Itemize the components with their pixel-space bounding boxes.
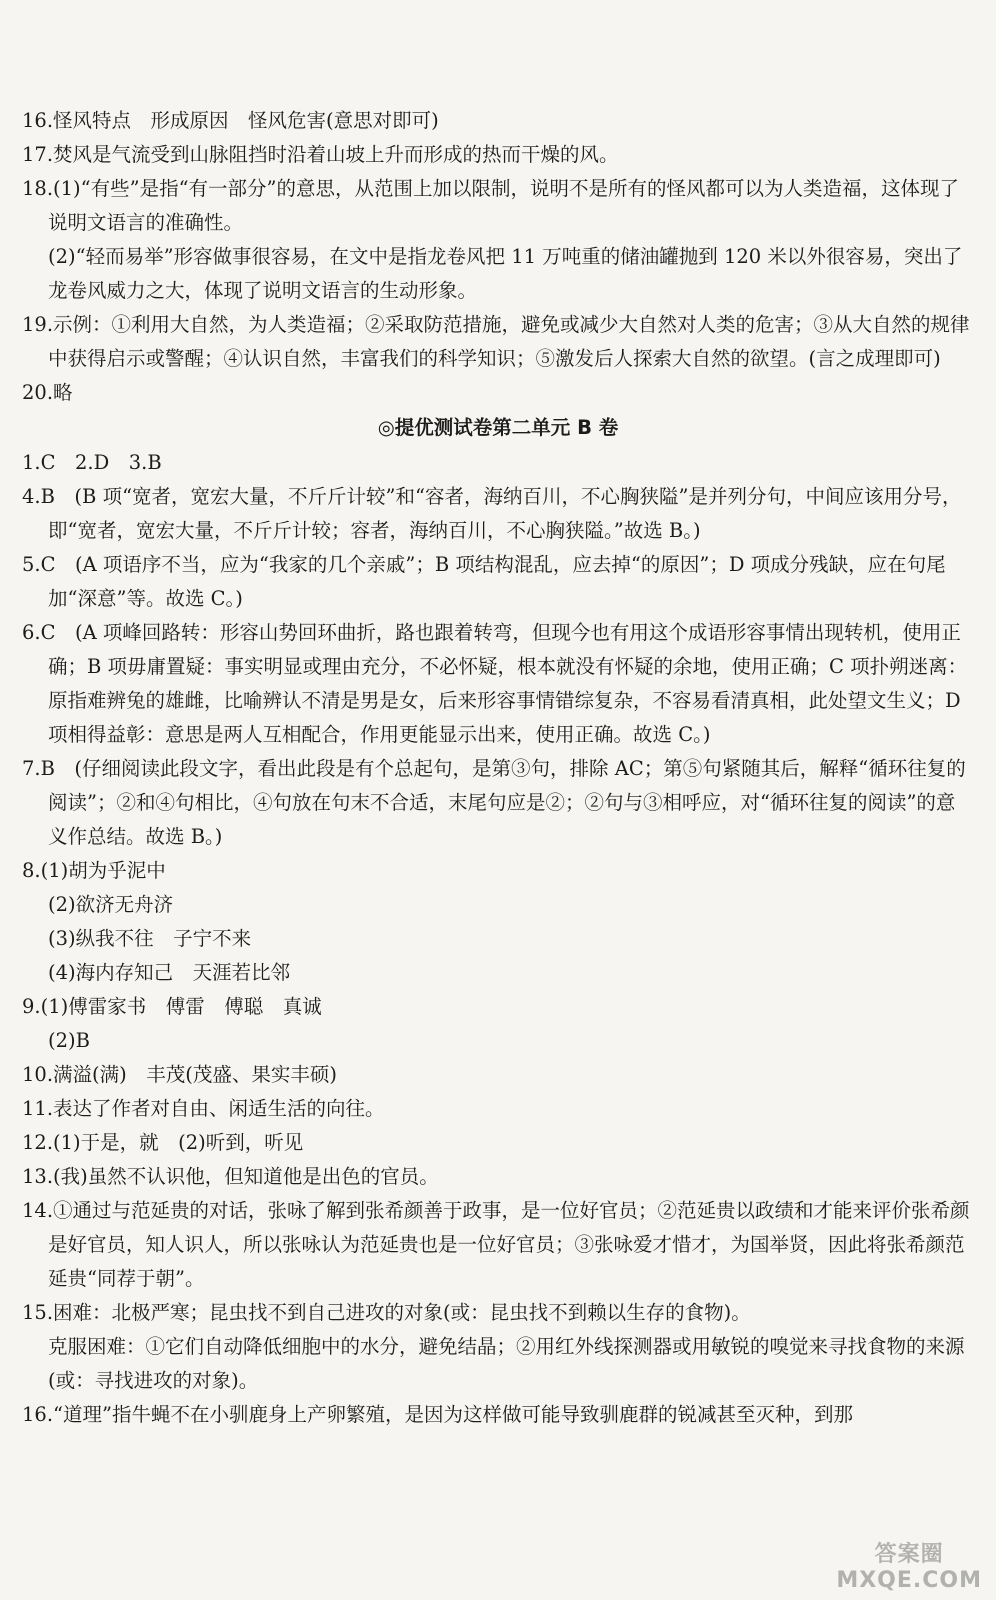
answer-line: 克服困难：①它们自动降低细胞中的水分，避免结晶；②用红外线探测器或用敏锐的嗅觉来寻找食物的来源(或：寻找进攻的对象)。 <box>48 1335 965 1392</box>
watermark: 答案圈 MXQE.COM <box>836 1542 982 1593</box>
answer-page <box>22 104 974 1432</box>
section-heading: ◎提优测试卷第二单元 B 卷 <box>377 416 619 439</box>
answer-line: 15.困难：北极严寒；昆虫找不到自己进攻的对象(或：昆虫找不到赖以生存的食物)。 <box>22 1301 751 1324</box>
answer-line: 1.C 2.D 3.B <box>22 451 162 474</box>
answer-line: (2)欲济无舟济 <box>48 893 174 916</box>
answer-line: 10.满溢(满) 丰茂(茂盛、果实丰硕) <box>22 1063 337 1086</box>
answer-line: 19.示例：①利用大自然，为人类造福；②采取防范措施，避免或减少大自然对人类的危害；③从大自然的规律中获得启示或警醒；④认识自然，丰富我们的科学知识；⑤激发后人探索大自然的欲望。(言之成理即可) <box>22 313 970 370</box>
answer-line: 6.C (A 项峰回路转：形容山势回环曲折，路也跟着转弯，但现今也有用这个成语形容事情出现转机，使用正确；B 项毋庸置疑：事实明显或理由充分，不必怀疑，根本就没有怀疑的余地，使用正确；C 项扑朔迷离：原指难辨兔的雄雌，比喻辨认不清是男是女，后来形容事情错综复杂，不容易看清真相，此处望文生义；D 项相得益彰：意思是两人互相配合，作用更能显示出来，使用正确。故选 C。) <box>22 621 968 746</box>
answer-line: 7.B (仔细阅读此段文字，看出此段是有个总起句，是第③句，排除 AC；第⑤句紧随其后，解释“循环往复的阅读”；②和④句相比，④句放在句末不合适，末尾句应是②；②句与③相呼应，对“循环往复的阅读”的意义作总结。故选 B。) <box>22 757 966 848</box>
answer-line: 4.B (B 项“宽者，宽宏大量，不斤斤计较”和“容者，海纳百川，不心胸狭隘”是并列分句，中间应该用分号，即“宽者，宽宏大量，不斤斤计较；容者，海纳百川，不心胸狭隘。”故选 B。) <box>22 485 962 542</box>
answer-line: 13.(我)虽然不认识他，但知道他是出色的官员。 <box>22 1165 439 1188</box>
answer-line: 8.(1)胡为乎泥中 <box>22 859 166 882</box>
answer-line: 12.(1)于是，就 (2)听到，听见 <box>22 1131 304 1154</box>
answer-line: 16.怪风特点 形成原因 怪风危害(意思对即可) <box>22 109 439 132</box>
answer-line: 18.(1)“有些”是指“有一部分”的意思，从范围上加以限制，说明不是所有的怪风都可以为人类造福，这体现了说明文语言的准确性。 <box>22 177 960 234</box>
answer-line: 16.“道理”指牛蝇不在小驯鹿身上产卵繁殖，是因为这样做可能导致驯鹿群的锐减甚至灭种，到那 <box>22 1403 853 1426</box>
answer-line: (2)“轻而易举”形容做事很容易，在文中是指龙卷风把 11 万吨重的储油罐抛到 120 米以外很容易，突出了龙卷风威力之大，体现了说明文语言的生动形象。 <box>48 245 963 302</box>
answer-line: (3)纵我不往 子宁不来 <box>48 927 252 950</box>
answer-line: 20.略 <box>22 381 73 404</box>
answer-line: 9.(1)傅雷家书 傅雷 傅聪 真诚 <box>22 995 322 1018</box>
answer-line: 14.①通过与范延贵的对话，张咏了解到张希颜善于政事，是一位好官员；②范延贵以政绩和才能来评价张希颜是好官员，知人识人，所以张咏认为范延贵也是一位好官员；③张咏爱才惜才，为国举贤，因此将张希颜范延贵“同荐于朝”。 <box>22 1199 970 1290</box>
answer-line: (2)B <box>48 1029 90 1052</box>
answer-line: 5.C (A 项语序不当，应为“我家的几个亲戚”；B 项结构混乱，应去掉“的原因”；D 项成分残缺，应在句尾加“深意”等。故选 C。) <box>22 553 946 610</box>
answer-line: 11.表达了作者对自由、闲适生活的向往。 <box>22 1097 385 1120</box>
answer-line: (4)海内存知己 天涯若比邻 <box>48 961 291 984</box>
answer-line: 17.焚风是气流受到山脉阻挡时沿着山坡上升而形成的热而干燥的风。 <box>22 143 619 166</box>
